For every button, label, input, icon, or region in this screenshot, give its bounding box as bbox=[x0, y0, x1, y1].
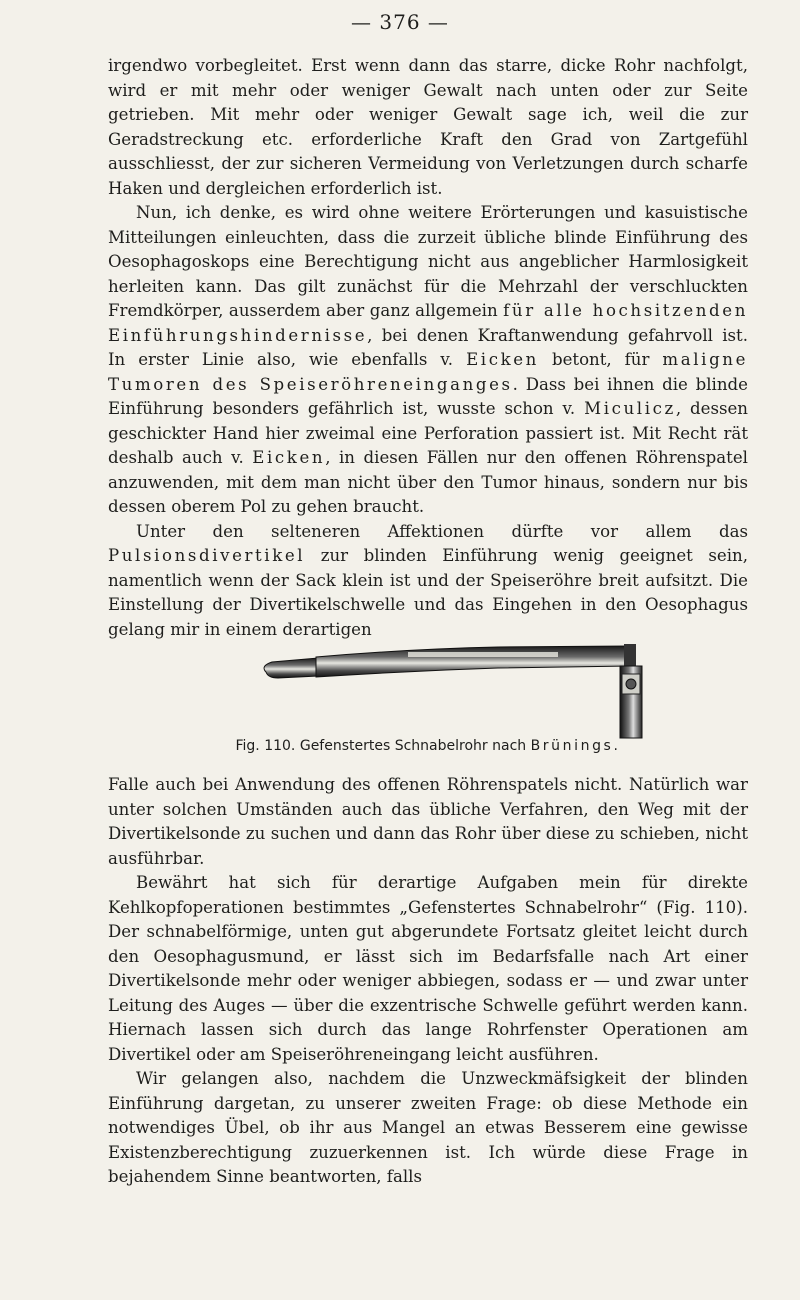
tube-window bbox=[408, 652, 558, 657]
emphasis-text: maligne Tumoren des Speiseröhreneinganges bbox=[108, 350, 748, 394]
paragraph-2: Nun, ich denke, es wird ohne weitere Erörterungen und kasuistische Mitteilungen einleuchten, dass die zurzeit übliche blinde Einführung des Oesophagoskops eine Berechtigung nicht aus angeblicher Harmlosigkeit herleiten kann. Das gilt zunächst für die Mehrzahl der verschluckten Fremdkörper, ausserdem aber ganz allgemein für alle hochsitzenden Einführungshindernisse, bei denen Kraftanwendung gefahrvoll ist. In erster Linie also, wie ebenfalls v. Eicken betont, für maligne Tumoren des Speiseröhreneinganges. Dass bei ihnen die blinde Einführung besonders gefährlich ist, wusste schon v. Miculicz, dessen geschickter Hand hier zweimal eine Perforation passiert ist. Mit Recht rät deshalb auch v. Eicken, in diesen Fällen nur den offenen Röhrenspatel anzuwenden, mit dem man nicht über den Tumor hinaus, sondern nur bis dessen oberem Pol zu gehen braucht. bbox=[108, 203, 748, 516]
handle-collar bbox=[624, 644, 636, 668]
paragraph-5: Bewährt hat sich für derartige Aufgaben mein für direkte Kehlkopfoperationen bestimmtes „Gefenstertes Schnabelrohr“ (Fig. 110). Der schnabelförmige, unten gut abgerundete Fortsatz gleitet leicht durch den Oesophagusmund, er lässt sich im Bedarfsfalle nach Art einer Divertikelsonde mehr oder weniger abbiegen, sodass er — und zwar unter Leitung des Auges — über die exzentrische Schwelle geführt werden kann. Hiernach lassen sich durch das lange Rohrfenster Operationen am Divertikel oder am Speiseröhreneingang leicht ausführen. bbox=[108, 873, 748, 1064]
paragraph-6: Wir gelangen also, nachdem die Unzweckmäfsigkeit der blinden Einführung dargetan, zu unserer zweiten Frage: ob diese Methode ein notwendiges Übel, ob ihr aus Mangel an etwas Besserem eine gewisse Existenzberechtigung zuzuerkennen ist. Ich würde diese Frage in bejahendem Sinne beantworten, falls bbox=[108, 1069, 748, 1186]
figure-title: Gefenstertes Schnabelrohr nach bbox=[299, 738, 527, 754]
text-block-top bbox=[108, 54, 748, 642]
paragraph-3: Unter den selteneren Affektionen dürfte vor allem das Pulsionsdivertikel zur blinden Einführung wenig geeignet sein, namentlich wenn der Sack klein ist und der Speiseröhre breit aufsitzt. Die Einstellung der Divertikelschwelle und das Eingehen in den Oesophagus gelang mir in einem derartigen bbox=[108, 521, 748, 639]
figure-label: Fig. 110. bbox=[235, 738, 296, 754]
emphasis-text: für alle hochsitzenden Einführungshindernisse bbox=[108, 301, 748, 345]
tube-body bbox=[316, 646, 630, 677]
emphasis-text: Pulsionsdivertikel bbox=[108, 546, 306, 565]
author-name: Eicken bbox=[252, 448, 326, 467]
paragraph-4: Falle auch bei Anwendung des offenen Röhrenspatels nicht. Natürlich war unter solchen Umständen auch das übliche Verfahren, den Weg mit der Divertikelsonde zu suchen und dann das Rohr über diese zu schieben, nicht ausführbar. bbox=[108, 775, 748, 868]
author-name: Eicken bbox=[466, 350, 539, 369]
beak-tip bbox=[264, 658, 318, 678]
page-number: — 376 — bbox=[351, 10, 449, 34]
author-name: Miculicz bbox=[584, 399, 676, 418]
paragraph-1: irgendwo vorbegleitet. Erst wenn dann das starre, dicke Rohr nachfolgt, wird er mit mehr oder weniger Gewalt nach unten oder zur Seite getrieben. Mit mehr oder weniger Gewalt sage ich, weil die zur Geradstreckung etc. erforderliche Kraft den Grad von Zartgefühl ausschliesst, der zur sicheren Vermeidung von Verletzungen durch scharfe Haken und dergleichen erforderlich ist. bbox=[108, 56, 748, 198]
handle-screw bbox=[626, 679, 636, 689]
figure-caption bbox=[108, 738, 748, 754]
text-block-bottom bbox=[108, 773, 748, 1190]
figure-author: Brünings. bbox=[530, 738, 621, 754]
figure-110-illustration bbox=[258, 632, 658, 742]
